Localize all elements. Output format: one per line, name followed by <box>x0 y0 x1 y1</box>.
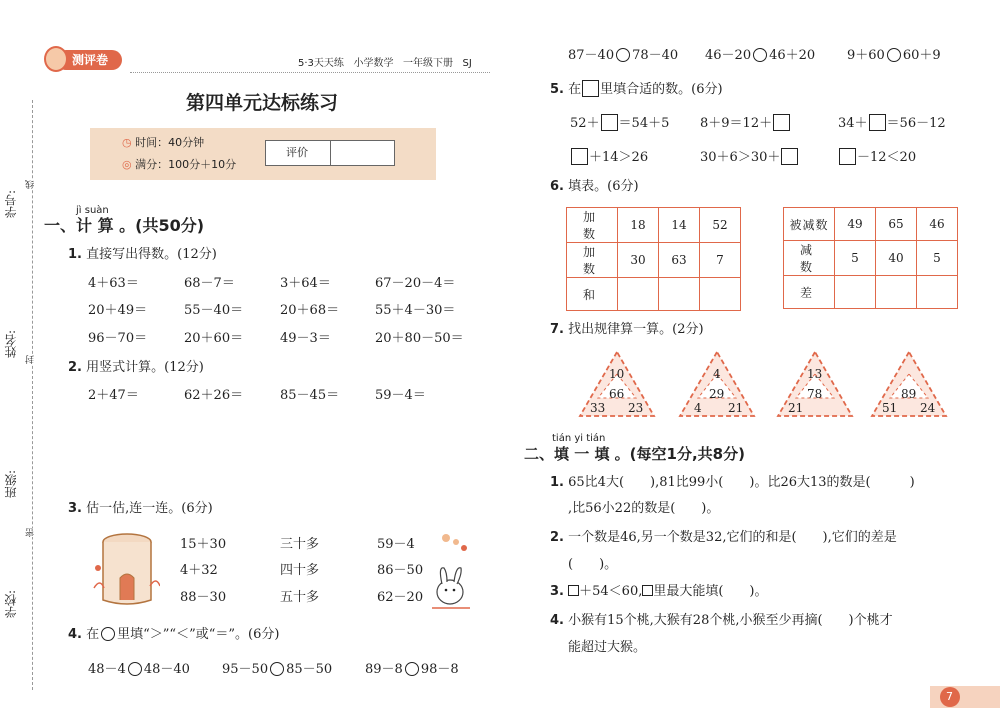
cut-mark-secret: 密 <box>26 528 36 537</box>
q5-item-pre: 34＋ <box>838 116 868 131</box>
q5-item <box>700 114 791 132</box>
answer-cell[interactable] <box>835 276 876 309</box>
s2-q2-number: 2. <box>550 530 564 545</box>
table-header: 加 数 <box>567 208 618 243</box>
table-cell: 49 <box>835 208 876 241</box>
q1-number: 1. <box>68 247 82 262</box>
q1-item: 4＋63＝ <box>88 276 139 291</box>
badge-label: 测评卷 <box>72 53 109 67</box>
q5-item-pre: 52＋ <box>570 116 600 131</box>
q5-item <box>570 148 648 166</box>
q1-item: 20＋60＝ <box>184 331 244 346</box>
answer-box[interactable] <box>571 148 588 165</box>
q4-compare-item <box>705 48 815 64</box>
table-cell: 5 <box>835 241 876 276</box>
answer-box[interactable] <box>773 114 790 131</box>
q4-text-pre: 在 <box>86 627 100 642</box>
s2-q2-text: 一个数是46,另一个数是32,它们的和是( ),它们的差是 <box>568 530 897 545</box>
q5-item-post: ＝54＋5 <box>618 116 670 131</box>
q4-left-operand: 95－50 <box>222 662 269 677</box>
q2-item: 85－45＝ <box>280 388 340 403</box>
q5-item-post: －12＜20 <box>857 150 917 165</box>
answer-circle[interactable] <box>405 662 419 676</box>
q2-number: 2. <box>68 360 82 375</box>
clock-icon: ◷ <box>122 136 132 149</box>
answer-box[interactable] <box>839 148 856 165</box>
page-number: 7 <box>946 690 953 703</box>
s2-q4-text: 小猴有15个桃,大猴有28个桃,小猴至少再摘( )个桃才 <box>568 613 893 628</box>
q5-heading <box>550 80 723 98</box>
answer-box[interactable] <box>601 114 618 131</box>
answer-box <box>582 80 599 97</box>
answer-cell[interactable] <box>618 278 659 311</box>
q3-right-item: 62－20 <box>377 590 424 605</box>
s2-q2-line2: ( )。 <box>568 557 618 572</box>
exam-score-text: 满分：100分＋10分 <box>135 158 237 171</box>
header-series <box>298 56 472 72</box>
pattern-triangle <box>678 350 756 418</box>
q5-item <box>700 148 799 166</box>
q4-left-operand: 87－40 <box>568 48 615 63</box>
answer-cell[interactable] <box>876 276 917 309</box>
q3-heading <box>68 501 213 517</box>
q4-heading <box>68 627 279 643</box>
answer-circle[interactable] <box>616 48 630 62</box>
triangle-top: 4 <box>713 367 721 381</box>
tree-stump-illustration <box>90 528 160 612</box>
table-cell: 7 <box>700 243 741 278</box>
triangle-mid: 78 <box>807 387 823 401</box>
table-cell: 14 <box>659 208 700 243</box>
q5-item <box>838 114 946 132</box>
s2-q1-number: 1. <box>550 475 564 490</box>
q1-item: 68－7＝ <box>184 276 235 291</box>
triangle-right: 23 <box>628 401 644 415</box>
exam-time <box>122 135 204 151</box>
q1-item: 20＋49＝ <box>88 303 148 318</box>
triangle-left: 4 <box>694 401 702 415</box>
header-grade: 一年级下册 <box>403 58 453 69</box>
s2-q1-line1 <box>550 475 915 491</box>
q6-text: 填表。(6分) <box>568 179 639 194</box>
triangle-right: 24 <box>920 401 936 415</box>
table-header: 差 <box>784 276 835 309</box>
mascot-icon <box>44 46 68 72</box>
s2-q1-text: 65比4大( ),81比99小( )。比26大13的数是( ) <box>568 475 915 490</box>
q4-left-operand: 48－4 <box>88 662 126 677</box>
section2-pinyin: tián yi tián <box>552 433 606 444</box>
q5-text-post: 里填合适的数。(6分) <box>600 82 723 97</box>
q6-number: 6. <box>550 179 564 194</box>
score-icon: ◎ <box>122 158 132 171</box>
q4-compare-item <box>88 662 190 678</box>
section2-title: 二、填 一 填 。(每空1分,共8分) <box>524 445 745 463</box>
q1-item: 55＋4－30＝ <box>375 303 456 318</box>
table-cell: 46 <box>917 208 958 241</box>
q4-compare-item <box>222 662 332 678</box>
exam-time-text: 时间：40分钟 <box>135 136 205 149</box>
answer-circle[interactable] <box>128 662 142 676</box>
q4-compare-item <box>847 48 941 64</box>
s2-q4-line1 <box>550 613 893 629</box>
q3-middle-item: 五十多 <box>280 590 320 605</box>
q7-text: 找出规律算一算。(2分) <box>568 322 704 337</box>
s2-q3-line <box>550 584 768 600</box>
q3-middle-item: 四十多 <box>280 563 320 578</box>
q2-heading <box>68 360 204 376</box>
q3-left-item: 15＋30 <box>180 537 227 552</box>
q5-item <box>570 114 669 132</box>
section1-title: 一、计 算 。(共50分) <box>44 216 205 235</box>
q2-item: 59－4＝ <box>375 388 426 403</box>
triangle-right: 21 <box>728 401 744 415</box>
q1-item: 67－20－4＝ <box>375 276 456 291</box>
q5-item <box>838 148 916 166</box>
cut-mark-line: 线 <box>26 180 36 189</box>
q6-heading <box>550 179 639 195</box>
q1-item: 3＋64＝ <box>280 276 331 291</box>
q3-left-item: 88－30 <box>180 590 227 605</box>
pattern-triangle <box>578 350 656 418</box>
s2-q3-text1: ＋54＜60, <box>579 584 643 599</box>
s2-q1-line2: ,比56小22的数是( )。 <box>568 501 720 516</box>
q4-right-operand: 60＋9 <box>902 48 941 63</box>
q4-compare-item <box>568 48 678 64</box>
bunny-illustration <box>428 528 474 612</box>
triangle-left: 21 <box>788 401 804 415</box>
s2-q2-line1 <box>550 530 897 546</box>
answer-circle[interactable] <box>270 662 284 676</box>
s2-q4-line2: 能超过大猴。 <box>568 640 647 655</box>
header-rule <box>130 72 490 73</box>
binding-margin <box>0 0 38 711</box>
q4-left-operand: 46－20 <box>705 48 752 63</box>
name-label: 姓名: <box>4 330 18 359</box>
q2-item: 62＋26＝ <box>184 388 244 403</box>
q3-number: 3. <box>68 501 82 516</box>
addition-table <box>566 207 741 311</box>
q4-right-operand: 48－40 <box>143 662 190 677</box>
cut-mark-seal: 封 <box>26 355 36 364</box>
q3-right-item: 86－50 <box>377 563 424 578</box>
answer-cell[interactable] <box>917 276 958 309</box>
blank-box[interactable] <box>568 585 579 596</box>
q1-item: 49－3＝ <box>280 331 331 346</box>
q7-heading <box>550 322 704 338</box>
q5-item-post: ＋14＞26 <box>589 150 649 165</box>
table-cell: 40 <box>876 241 917 276</box>
table-cell: 18 <box>618 208 659 243</box>
answer-cell[interactable] <box>700 278 741 311</box>
q4-text-post: 里填“＞”“＜”或“＝”。(6分) <box>117 627 280 642</box>
table-header: 加 数 <box>567 243 618 278</box>
q1-item: 55－40＝ <box>184 303 244 318</box>
section1-pinyin: jì suàn <box>76 205 109 216</box>
q5-item-pre: 8＋9＝12＋ <box>700 116 773 131</box>
pattern-triangle <box>870 350 948 418</box>
q3-text: 估一估,连一连。(6分) <box>86 501 213 516</box>
q4-left-operand: 9＋60 <box>847 48 885 63</box>
answer-cell[interactable] <box>659 278 700 311</box>
q3-left-item: 4＋32 <box>180 563 218 578</box>
exam-score <box>122 157 236 173</box>
q1-text: 直接写出得数。(12分) <box>86 247 217 262</box>
triangle-left: 51 <box>882 401 898 415</box>
header-subject: 小学数学 <box>353 58 394 69</box>
table-header: 和 <box>567 278 618 311</box>
table-cell: 52 <box>700 208 741 243</box>
triangle-mid: 29 <box>709 387 725 401</box>
evaluation-box <box>265 140 395 166</box>
answer-box[interactable] <box>781 148 798 165</box>
q4-left-operand: 89－8 <box>365 662 403 677</box>
badge <box>42 46 122 72</box>
q2-item: 2＋47＝ <box>88 388 139 403</box>
q3-middle-item: 三十多 <box>280 537 320 552</box>
q2-text: 用竖式计算。(12分) <box>86 360 204 375</box>
evaluation-label: 评价 <box>286 146 308 159</box>
header-edition: SJ <box>462 58 472 69</box>
triangle-shape <box>678 350 756 418</box>
q4-compare-item <box>365 662 459 678</box>
table-cell: 63 <box>659 243 700 278</box>
q5-number: 5. <box>550 82 564 97</box>
evaluation-divider <box>330 141 331 165</box>
q4-number: 4. <box>68 627 82 642</box>
triangle-top: 13 <box>807 367 823 381</box>
q7-number: 7. <box>550 322 564 337</box>
q1-heading <box>68 247 217 263</box>
page-title: 第四单元达标练习 <box>186 92 339 114</box>
triangle-left: 33 <box>590 401 606 415</box>
s2-q3-number: 3. <box>550 584 564 599</box>
q3-right-item: 59－4 <box>377 537 415 552</box>
student-no-label: 学号: <box>4 190 18 219</box>
answer-box[interactable] <box>869 114 886 131</box>
table-cell: 30 <box>618 243 659 278</box>
answer-circle[interactable] <box>753 48 767 62</box>
q1-item: 20＋68＝ <box>280 303 340 318</box>
triangle-mid: 66 <box>609 387 625 401</box>
q4-right-operand: 98－8 <box>420 662 459 677</box>
q4-right-operand: 46＋20 <box>769 48 816 63</box>
school-label: 学校: <box>4 590 18 619</box>
answer-circle[interactable] <box>887 48 901 62</box>
q5-text-pre: 在 <box>568 82 582 97</box>
class-label: 班级: <box>4 470 18 499</box>
s2-q3-text2: 里最大能填( )。 <box>653 584 768 599</box>
answer-circle <box>101 627 115 641</box>
q5-item-pre: 30＋6＞30＋ <box>700 150 781 165</box>
table-cell: 5 <box>917 241 958 276</box>
table-header: 减 数 <box>784 241 835 276</box>
pattern-triangle <box>776 350 854 418</box>
blank-box <box>642 585 653 596</box>
q1-item: 96－70＝ <box>88 331 148 346</box>
s2-q4-number: 4. <box>550 613 564 628</box>
q1-item: 20＋80－50＝ <box>375 331 464 346</box>
q4-right-operand: 78－40 <box>632 48 679 63</box>
table-cell: 65 <box>876 208 917 241</box>
table-header: 被减数 <box>784 208 835 241</box>
triangle-mid: 89 <box>901 387 917 401</box>
triangle-top: 10 <box>609 367 625 381</box>
q5-item-post: ＝56－12 <box>886 116 946 131</box>
q4-right-operand: 85－50 <box>286 662 333 677</box>
header-series-name: 5·3天天练 <box>298 58 344 69</box>
subtraction-table <box>783 207 958 309</box>
